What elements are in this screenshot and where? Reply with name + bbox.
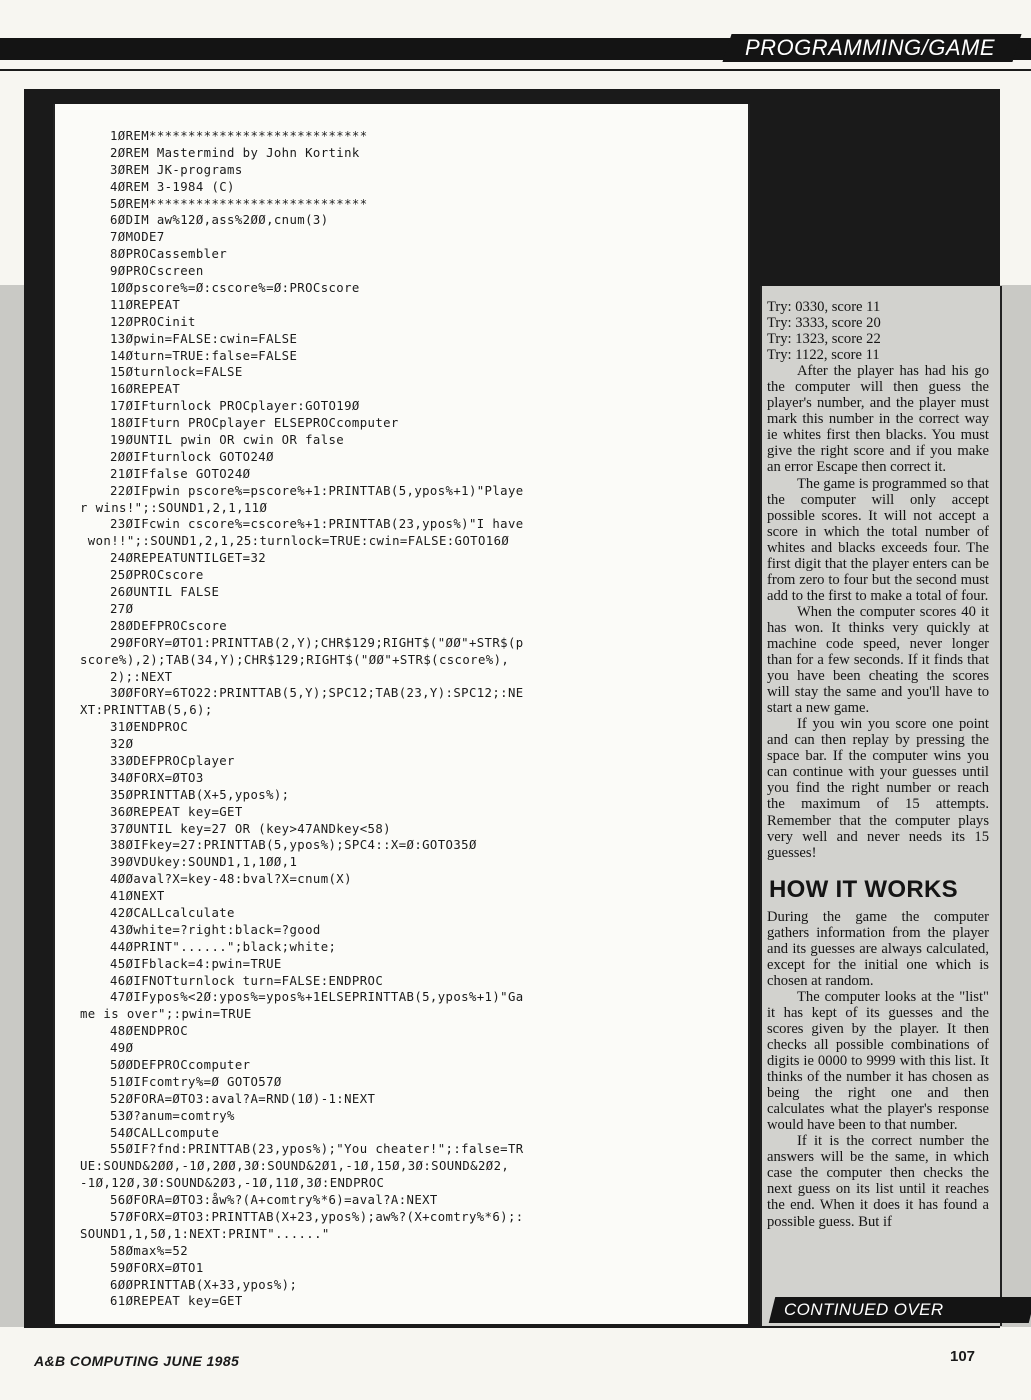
magazine-footer: A&B COMPUTING JUNE 1985 <box>34 1353 240 1369</box>
code-line: 24ØREPEATUNTILGET=32 <box>110 551 267 566</box>
code-line: 3ØREM JK-programs <box>110 162 243 177</box>
paragraph: If you win you score one point and can then replay by pressing the space bar. If the computer wins you can continue with your guesses until you find the right number or reach the maximum of 15 attempts. Remember that the computer plays very well and never needs its 15 guesses! <box>767 716 989 861</box>
code-line: 2ØØIFturnlock GOTO24Ø <box>110 449 274 464</box>
code-line: 61ØREPEAT key=GET <box>110 1294 243 1309</box>
code-line: 4ØREM 3-1984 (C) <box>110 179 235 194</box>
code-line: 15Øturnlock=FALSE <box>110 365 243 380</box>
code-line: 42ØCALLcalculate <box>110 905 235 920</box>
code-line: 9ØPROCscreen <box>110 264 204 279</box>
code-line: 27Ø <box>110 601 134 616</box>
code-line: 7ØMODE7 <box>110 230 165 245</box>
code-line: 1ØREM**************************** <box>110 129 368 143</box>
code-line: me is over";:pwin=TRUE <box>80 1007 252 1022</box>
code-line: 26ØUNTIL FALSE <box>110 585 220 600</box>
code-line: 56ØFORA=ØTO3:åw%?(A+comtry%*6)=aval?A:NEXT <box>110 1193 438 1208</box>
code-line: 21ØIFfalse GOTO24Ø <box>110 466 251 481</box>
code-line: 46ØIFNOTturnlock turn=FALSE:ENDPROC <box>110 973 384 988</box>
listing-top-border <box>53 89 746 104</box>
try-line: Try: 3333, score 20 <box>767 315 881 332</box>
section-heading: HOW IT WORKS <box>769 875 958 903</box>
code-line: 33ØDEFPROCplayer <box>110 753 235 768</box>
paragraph: The computer looks at the "list" it has kept of its guesses and the scores given by the player. It then checks all possible combinations of digits ie 0000 to 9999 with this list. It thinks of the number it has chosen as being the right one and then calculates what the player's response would have been to that number. <box>767 988 989 1134</box>
sidebar-text <box>767 299 989 1230</box>
code-line: 34ØFORX=ØTO3 <box>110 770 204 785</box>
code-line: 22ØIFpwin pscore%=pscore%+1:PRINTTAB(5,ypos%+1)"Playe <box>110 483 524 498</box>
code-line: 53Ø?anum=comtry% <box>110 1108 235 1123</box>
section-tab <box>722 34 1021 62</box>
code-listing <box>80 128 730 1310</box>
code-line: 1ØØpscore%=Ø:cscore%=Ø:PROCscore <box>110 281 360 296</box>
try-line: Try: 1122, score 11 <box>767 347 880 364</box>
code-line: 44ØPRINT"......";black;white; <box>110 939 337 954</box>
code-line: 37ØUNTIL key=27 OR (key>47ANDkey<58) <box>110 821 391 836</box>
continued-over-banner <box>769 1297 1031 1323</box>
paragraph: When the computer scores 40 it has won. It thinks very quickly at machine code speed, never longer than for a few seconds. If it finds that you have been cheating the scores will stay the same and you'll have to start a new game. <box>767 603 989 717</box>
code-line: 47ØIFypos%<2Ø:ypos%=ypos%+1ELSEPRINTTAB(5,ypos%+1)"Ga <box>110 990 524 1005</box>
code-line: 3ØØFORY=6TO22:PRINTTAB(5,Y);SPC12;TAB(23,Y):SPC12;:NE <box>110 686 524 701</box>
try-line: Try: 0330, score 11 <box>767 299 881 315</box>
code-line: 58Ømax%=52 <box>110 1243 189 1258</box>
code-line: 17ØIFturnlock PROCplayer:GOTO19Ø <box>110 399 360 414</box>
code-line: 48ØENDPROC <box>110 1024 189 1039</box>
code-line: 4ØØaval?X=key-48:bval?X=cnum(X) <box>110 872 352 887</box>
paragraph: The game is programmed so that the computer will only accept possible scores. It will not accept a score in which the total number of whites and blacks exceeds four. The first digit that the player enters can be from zero to four but the second must add to the first to make a total of four. <box>767 475 989 604</box>
code-line: score%),2);TAB(34,Y);CHR$129;RIGHT$("ØØ"+STR$(cscore%), <box>80 652 510 667</box>
code-line: UE:SOUND&2ØØ,-1Ø,2ØØ,3Ø:SOUND&2Ø1,-1Ø,15Ø,3Ø:SOUND&2Ø2, <box>80 1159 510 1174</box>
code-line: r wins!";:SOUND1,2,1,11Ø <box>80 500 268 515</box>
code-line: 12ØPROCinit <box>110 314 196 329</box>
code-line: 49Ø <box>110 1041 134 1056</box>
code-line: 57ØFORX=ØTO3:PRINTTAB(X+23,ypos%);aw%?(X+comtry%*6);: <box>110 1210 524 1224</box>
code-line: 14Øturn=TRUE:false=FALSE <box>110 348 298 363</box>
code-line: 36ØREPEAT key=GET <box>110 804 243 819</box>
page-number: 107 <box>950 1348 976 1365</box>
paragraph: After the player has had his go the computer will then guess the player's number, and the player must mark this number in the correct way ie whites first then blacks. You must give the right score and if you make an error Escape then correct it. <box>767 363 989 476</box>
paragraph: During the game the computer gathers information from the player and its guesses are always calculated, except for the initial one which is chosen at random. <box>767 908 989 989</box>
code-line: 8ØPROCassembler <box>110 247 228 262</box>
code-line: SOUND1,1,5Ø,1:NEXT:PRINT"......" <box>80 1226 330 1241</box>
code-line: 23ØIFcwin cscore%=cscore%+1:PRINTTAB(23,ypos%)"I have <box>110 517 524 532</box>
code-line: 35ØPRINTTAB(X+5,ypos%); <box>110 787 290 802</box>
header-rule <box>0 69 1031 71</box>
code-line: 38ØIFkey=27:PRINTTAB(5,ypos%);SPC4::X=Ø:GOTO35Ø <box>110 838 477 853</box>
code-line: 51ØIFcomtry%=Ø GOTO57Ø <box>110 1074 282 1089</box>
code-line: 18ØIFturn PROCplayer ELSEPROCcomputer <box>110 416 399 431</box>
code-line: 59ØFORX=ØTO1 <box>110 1260 204 1275</box>
code-line: 55ØIF?fnd:PRINTTAB(23,ypos%);"You cheater!";:false=TR <box>110 1142 524 1157</box>
code-line: 31ØENDPROC <box>110 720 189 735</box>
section-title: PROGRAMMING/GAME <box>744 35 995 60</box>
code-line: 28ØDEFPROCscore <box>110 618 228 633</box>
code-line: 5ØREM**************************** <box>110 196 368 211</box>
code-line: 2);:NEXT <box>110 669 173 684</box>
code-line: 32Ø <box>110 737 134 752</box>
code-line: 2ØREM Mastermind by John Kortink <box>110 145 360 160</box>
code-line: 5ØØDEFPROCcomputer <box>110 1057 251 1072</box>
code-line: 43Øwhite=?right:black=?good <box>110 922 321 937</box>
code-line: 13Øpwin=FALSE:cwin=FALSE <box>110 331 298 346</box>
code-line: 41ØNEXT <box>110 889 165 904</box>
code-line: 39ØVDUkey:SOUND1,1,1ØØ,1 <box>110 855 298 870</box>
code-line: 16ØREPEAT <box>110 382 181 397</box>
code-line: 45ØIFblack=4:pwin=TRUE <box>110 956 282 971</box>
code-line: 29ØFORY=ØTO1:PRINTTAB(2,Y);CHR$129;RIGHT$("ØØ"+STR$(p <box>110 635 524 650</box>
code-line: XT:PRINTTAB(5,6); <box>80 703 213 718</box>
continued-label: CONTINUED OVER <box>784 1300 944 1319</box>
code-line: 19ØUNTIL pwin OR cwin OR false <box>110 433 345 448</box>
try-line: Try: 1323, score 22 <box>767 331 881 348</box>
code-line: 11ØREPEAT <box>110 297 181 312</box>
code-line: 54ØCALLcompute <box>110 1125 220 1140</box>
code-line: won!!";:SOUND1,2,1,25:turnlock=TRUE:cwin=FALSE:GOTO16Ø <box>80 534 510 549</box>
code-line: 25ØPROCscore <box>110 568 204 583</box>
code-line: -1Ø,12Ø,3Ø:SOUND&2Ø3,-1Ø,11Ø,3Ø:ENDPROC <box>80 1176 385 1191</box>
code-line: 6ØØPRINTTAB(X+33,ypos%); <box>110 1277 298 1292</box>
paragraph: If it is the correct number the answers will be the same, in which case the computer then checks the next guess on its list until it reaches the end. When it does it has found a possible guess. But if <box>767 1133 989 1230</box>
code-line: 52ØFORA=ØTO3:aval?A=RND(1Ø)-1:NEXT <box>110 1091 376 1106</box>
code-line: 6ØDIM aw%12Ø,ass%2ØØ,cnum(3) <box>110 213 329 228</box>
